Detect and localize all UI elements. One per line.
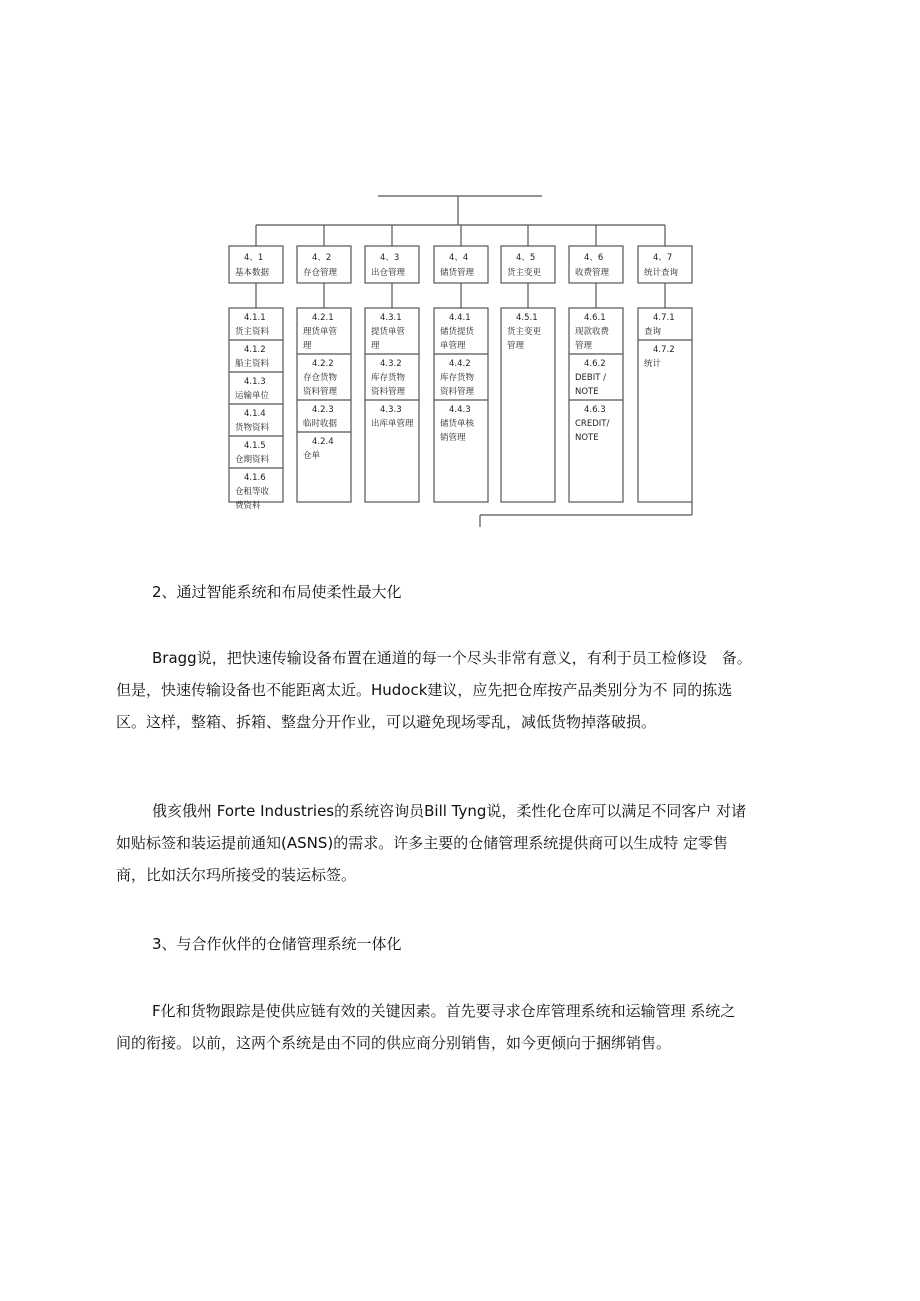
submodule-label: 储货单核 [440,419,475,429]
submodule-label: CREDIT/ [575,419,610,429]
paragraph-integration [116,995,816,1059]
submodule-label: 货主变更 [507,327,542,337]
submodule-label: 资料管理 [371,387,406,397]
submodule-label: 存仓货物 [303,373,338,383]
submodule-label: 管理 [575,341,593,351]
submodule-code: 4.1.3 [244,377,266,387]
paragraph-line: Bragg说，把快速传输设备布置在通道的每一个尽头非常有意义，有利于员工检修设 备。 [152,649,752,667]
submodule-label: 提货单管 [371,327,406,337]
submodule-code: 4.7.1 [653,313,675,323]
submodule-label: 理 [303,341,312,351]
submodule-label: DEBIT / [575,373,607,383]
paragraph-line: 商，比如沃尔玛所接受的装运标签。 [116,866,357,884]
submodule-label: 出库单管理 [371,419,414,429]
submodule-code: 4.2.3 [312,405,334,415]
module-code: 4、5 [516,253,536,263]
section-heading-3: 3、与合作伙伴的仓储管理系统一体化 [152,935,402,953]
submodule-label: 资料管理 [440,387,475,397]
submodule-label: 货主资料 [235,327,270,337]
paragraph-line: 如贴标签和装运提前通知(ASNS)的需求。许多主要的仓储管理系统提供商可以生成特 定零售 [116,834,729,852]
module-code: 4、7 [653,253,673,263]
paragraph-line: 但是，快速传输设备也不能距离太近。Hudock建议，应先把仓库按产品类别分为不 同的拣选 [116,681,733,699]
submodule-code: 4.3.3 [380,405,402,415]
module-name: 存仓管理 [303,268,338,278]
submodule-box [501,308,555,502]
module-code: 4、2 [312,253,332,263]
section-heading-2: 2、通过智能系统和布局使柔性最大化 [152,583,402,601]
module-structure-diagram [0,0,920,540]
module-code: 4、1 [244,253,264,263]
submodule-label: 船主资料 [235,359,270,369]
submodule-label: 查询 [644,327,662,337]
submodule-label: NOTE [575,387,599,397]
paragraph-line: F化和货物跟踪是使供应链有效的关键因素。首先要寻求仓库管理系统和运输管理 系统之 [152,1002,736,1020]
submodule-label: 统计 [644,359,662,369]
submodule-code: 4.3.2 [380,359,402,369]
submodule-code: 4.2.1 [312,313,334,323]
submodule-code: 4.1.2 [244,345,266,355]
submodule-code: 4.4.2 [449,359,471,369]
submodule-code: 4.6.2 [584,359,606,369]
submodule-code: 4.7.2 [653,345,675,355]
submodule-label: 仓单 [303,451,321,461]
submodule-label: 资料管理 [303,387,338,397]
submodule-code: 4.5.1 [516,313,538,323]
paragraph-line: 间的衔接。以前，这两个系统是由不同的供应商分别销售，如今更倾向于捆绑销售。 [116,1034,672,1052]
submodule-box [638,308,692,502]
submodule-label: 销管理 [440,433,466,443]
submodule-label: 库存货物 [371,373,406,383]
submodule-label: 管理 [507,341,525,351]
submodule-label: 储货提货 [440,327,475,337]
module-code: 4、6 [584,253,604,263]
submodule-code: 4.1.5 [244,441,266,451]
submodule-code: 4.6.1 [584,313,606,323]
submodule-label: 库存货物 [440,373,475,383]
module-name: 基本数据 [235,268,270,278]
submodule-code: 4.4.3 [449,405,471,415]
submodule-code: 4.1.1 [244,313,266,323]
submodule-code: 4.1.4 [244,409,266,419]
paragraph-line: 区。这样，整箱、拆箱、整盘分开作业，可以避免现场零乱，减低货物掉落破损。 [116,713,657,731]
module-name: 统计查询 [644,268,679,278]
submodule-label: 理货单管 [303,327,338,337]
paragraph-forte [116,795,816,891]
submodule-code: 4.6.3 [584,405,606,415]
submodule-label: 费资料 [235,501,261,511]
submodule-label: 运输单位 [235,391,270,401]
module-name: 储货管理 [440,268,475,278]
submodule-label: 现款收费 [575,327,610,337]
submodule-label: 仓期资料 [235,455,270,465]
module-name: 收费管理 [575,268,610,278]
paragraph-bragg [116,642,816,738]
submodule-label: 临时收据 [303,419,338,429]
submodule-code: 4.1.6 [244,473,266,483]
submodule-label: 仓租等收 [235,487,270,497]
module-code: 4、4 [449,253,469,263]
submodule-code: 4.2.4 [312,437,334,447]
submodule-label: 理 [371,341,380,351]
submodule-label: 货物资料 [235,423,270,433]
submodule-code: 4.4.1 [449,313,471,323]
submodule-label: NOTE [575,433,599,443]
module-name: 货主变更 [507,268,542,278]
submodule-code: 4.2.2 [312,359,334,369]
paragraph-line: 俄亥俄州 Forte Industries的系统咨询员Bill Tyng说，柔性化仓库可以满足不同客户 对诸 [152,802,747,820]
module-name: 出仓管理 [371,268,406,278]
submodule-label: 单管理 [440,341,466,351]
module-code: 4、3 [380,253,400,263]
submodule-code: 4.3.1 [380,313,402,323]
